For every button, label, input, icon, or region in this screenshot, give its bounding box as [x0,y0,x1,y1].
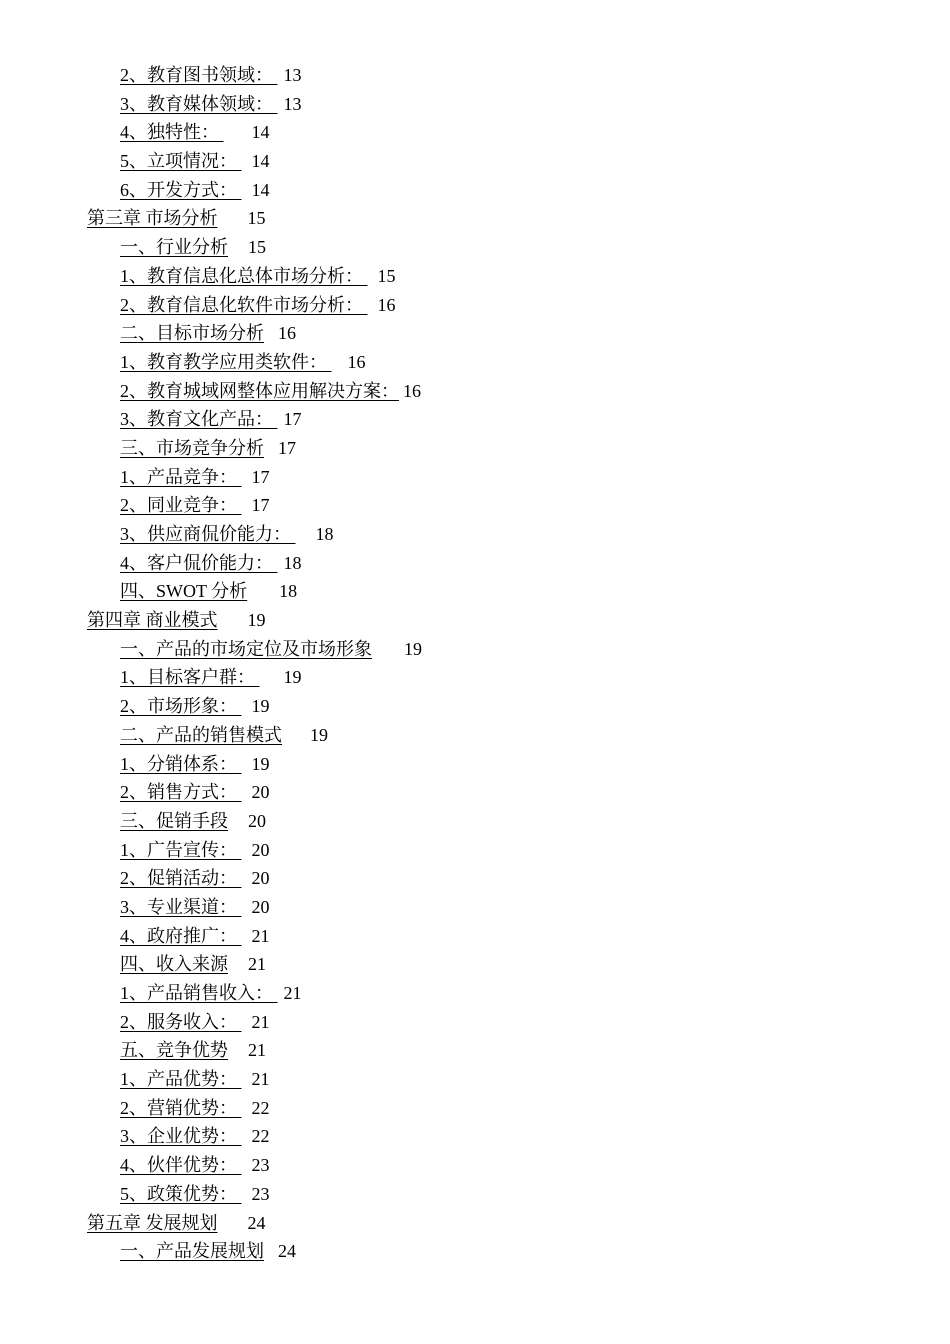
toc-entry[interactable] [0,319,950,348]
toc-entry[interactable] [0,1180,950,1209]
toc-entry[interactable] [0,233,950,262]
toc-entry-title[interactable]: 一、产品发展规划 [120,1241,264,1262]
toc-entry[interactable] [0,1237,950,1266]
toc-entry-page-number: 19 [404,638,422,659]
toc-entry-title[interactable]: 5、立项情况： [120,151,242,172]
toc-entry-page-number: 21 [248,1040,266,1061]
toc-entry-page-number: 20 [251,896,270,917]
toc-entry[interactable] [0,692,950,721]
toc-entry-title[interactable]: 三、促销手段 [120,810,228,831]
toc-entry-title[interactable]: 1、教育信息化总体市场分析： [120,265,368,286]
toc-entry-title[interactable]: 一、行业分析 [120,237,228,258]
toc-entry-page-number: 20 [251,839,270,860]
toc-chapter-entry[interactable] [0,1209,950,1238]
toc-entry[interactable] [0,1036,950,1065]
toc-entry[interactable] [0,1008,950,1037]
toc-entry-page-number: 21 [251,1069,270,1090]
toc-chapter-entry[interactable] [0,204,950,233]
toc-entry-page-number: 18 [315,524,334,544]
toc-entry-page-number: 23 [251,1183,270,1204]
toc-entry-page-number: 21 [251,925,270,946]
toc-entry[interactable] [0,1122,950,1151]
toc-entry-title[interactable]: 4、伙伴优势： [120,1155,242,1176]
toc-entry[interactable] [0,463,950,492]
toc-entry[interactable] [0,721,950,750]
toc-entry[interactable] [0,118,950,147]
toc-entry-title[interactable]: 6、开发方式： [120,179,242,200]
toc-entry-page-number: 24 [278,1241,296,1262]
toc-chapter-entry[interactable] [0,606,950,635]
toc-entry[interactable] [0,434,950,463]
toc-entry-page-number: 19 [310,724,328,745]
toc-entry[interactable] [0,491,950,520]
toc-entry-title[interactable]: 2、服务收入： [120,1011,242,1032]
toc-entry-title[interactable]: 1、教育教学应用类软件： [120,351,332,372]
toc-entry-title[interactable]: 1、产品优势： [120,1069,242,1090]
toc-entry-title[interactable]: 2、市场形象： [120,696,242,717]
toc-entry[interactable] [0,979,950,1008]
toc-entry[interactable] [0,635,950,664]
toc-entry[interactable] [0,836,950,865]
toc-entry-page-number: 16 [347,351,366,372]
toc-entry-page-number: 19 [251,696,270,717]
toc-entry-page-number: 24 [247,1212,266,1233]
toc-entry-title[interactable]: 3、企业优势： [120,1126,242,1147]
toc-entry-title[interactable]: 5、政策优势： [120,1183,242,1204]
toc-entry[interactable] [0,663,950,692]
toc-entry-page-number: 13 [283,65,302,85]
toc-entry[interactable] [0,176,950,205]
toc-entry-page-number: 15 [247,208,266,229]
toc-entry-title[interactable]: 1、分销体系： [120,753,242,774]
table-of-contents [0,61,950,1266]
toc-entry-page-number: 21 [283,983,302,1003]
toc-entry-page-number: 18 [279,581,298,602]
toc-entry-page-number: 18 [283,552,302,573]
toc-entry[interactable] [0,893,950,922]
toc-entry-title[interactable]: 1、产品销售收入： [120,983,278,1003]
toc-entry-page-number: 17 [251,466,270,487]
toc-entry-title[interactable]: 2、教育图书领域： [120,65,278,85]
toc-entry-page-number: 19 [283,667,302,688]
toc-entry-page-number: 17 [251,495,270,516]
toc-entry-page-number: 19 [251,753,270,774]
toc-entry-title[interactable]: 二、产品的销售模式 [120,724,282,745]
toc-entry[interactable] [0,147,950,176]
toc-entry-page-number: 19 [247,610,266,631]
toc-entry[interactable] [0,950,950,979]
toc-entry[interactable] [0,577,950,606]
toc-entry[interactable] [0,61,950,90]
toc-entry-title[interactable]: 4、政府推广： [120,925,242,946]
toc-entry-title[interactable]: 第五章 发展规划 [87,1212,218,1233]
toc-entry-title[interactable]: 二、目标市场分析 [120,323,264,344]
toc-entry-title[interactable]: 1、目标客户群： [120,667,260,688]
toc-entry-title[interactable]: 1、产品竞争： [120,466,242,487]
toc-entry[interactable] [0,750,950,779]
toc-entry-page-number: 17 [278,437,296,458]
toc-entry-title[interactable]: 3、教育媒体领域： [120,93,278,114]
toc-entry-title[interactable]: 4、客户侃价能力： [120,552,278,573]
toc-entry-page-number: 20 [248,810,266,831]
toc-entry[interactable] [0,291,950,320]
toc-entry[interactable] [0,405,950,434]
toc-entry-title[interactable]: 3、供应商侃价能力： [120,524,296,544]
toc-entry-page-number: 16 [278,323,296,344]
toc-entry-page-number: 16 [403,380,421,401]
toc-entry-page-number: 21 [248,954,266,975]
toc-entry[interactable] [0,377,950,406]
toc-entry[interactable] [0,864,950,893]
toc-entry-page-number: 14 [251,122,270,143]
toc-entry-title[interactable]: 2、教育城域网整体应用解决方案： [120,380,399,401]
toc-entry-title[interactable]: 一、产品的市场定位及市场形象 [120,638,372,659]
toc-entry-page-number: 14 [251,151,270,172]
toc-entry-title[interactable]: 2、营销优势： [120,1097,242,1118]
toc-entry-page-number: 20 [251,782,270,803]
toc-entry[interactable] [0,1151,950,1180]
toc-entry-title[interactable]: 2、促销活动： [120,868,242,889]
toc-entry-page-number: 13 [283,93,302,114]
toc-entry-title[interactable]: 4、独特性： [120,122,224,143]
toc-entry-title[interactable]: 四、收入来源 [120,954,228,975]
toc-entry-page-number: 15 [248,237,266,258]
toc-entry[interactable] [0,90,950,119]
toc-entry[interactable] [0,1094,950,1123]
toc-entry[interactable] [0,807,950,836]
toc-entry[interactable] [0,778,950,807]
toc-entry[interactable] [0,348,950,377]
toc-entry-page-number: 20 [251,868,270,889]
toc-entry-title[interactable]: 3、专业渠道： [120,896,242,917]
toc-entry-title[interactable]: 2、同业竞争： [120,495,242,516]
toc-entry-title[interactable]: 三、市场竞争分析 [120,437,264,458]
toc-entry-title[interactable]: 第三章 市场分析 [87,208,218,229]
toc-entry-title[interactable]: 3、教育文化产品： [120,409,278,430]
toc-entry[interactable] [0,922,950,951]
toc-entry-page-number: 21 [251,1011,270,1032]
toc-entry-page-number: 15 [377,265,396,286]
toc-entry-page-number: 22 [251,1126,270,1147]
toc-entry-page-number: 23 [251,1155,270,1176]
toc-entry-title[interactable]: 第四章 商业模式 [87,610,218,631]
toc-entry-page-number: 22 [251,1097,270,1118]
toc-entry-page-number: 16 [377,294,396,315]
toc-entry-page-number: 14 [251,179,270,200]
toc-entry-title[interactable]: 1、广告宣传： [120,839,242,860]
toc-entry-title[interactable]: 五、竞争优势 [120,1040,228,1061]
toc-entry[interactable] [0,1065,950,1094]
toc-entry-title[interactable]: 2、销售方式： [120,782,242,803]
toc-entry-title[interactable]: 2、教育信息化软件市场分析： [120,294,368,315]
toc-entry-page-number: 17 [283,409,302,430]
toc-entry[interactable] [0,520,950,549]
toc-entry[interactable] [0,549,950,578]
toc-entry[interactable] [0,262,950,291]
toc-entry-title[interactable]: 四、SWOT 分析 [120,581,248,602]
